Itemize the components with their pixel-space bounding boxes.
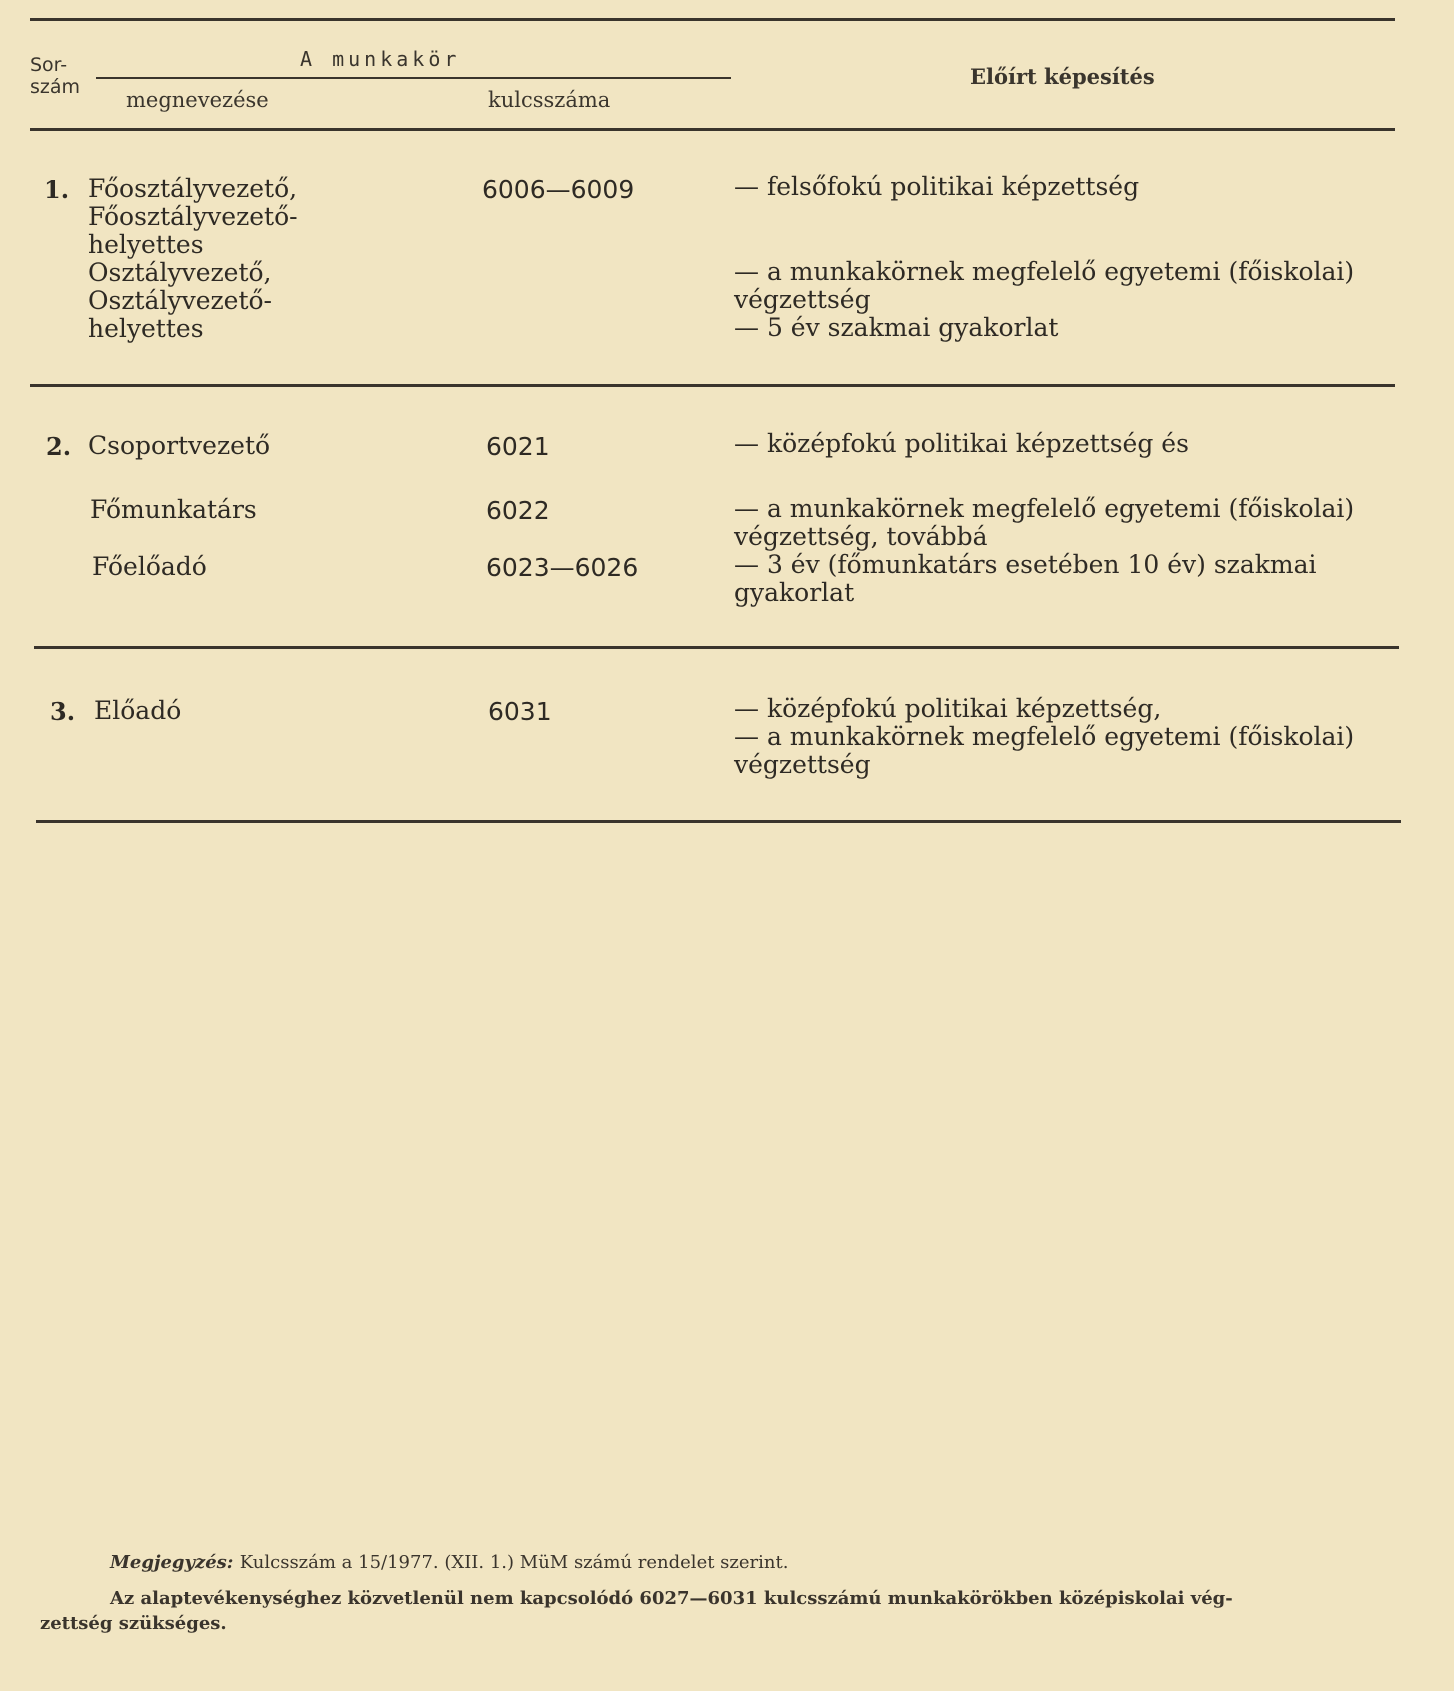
row-1-number: 1. bbox=[44, 175, 70, 204]
bottom-rule bbox=[36, 820, 1401, 823]
header-sorszam: Sor- szám bbox=[30, 54, 81, 98]
row-1-rule bbox=[30, 384, 1395, 387]
row-2-number: 2. bbox=[46, 432, 72, 461]
row-2-requirement-3: — 3 év (főmunkatárs esetében 10 év) szakmai gyakorlat bbox=[734, 550, 1317, 607]
row-2-rule bbox=[34, 646, 1399, 649]
row-1-name-3: helyettes bbox=[88, 230, 204, 259]
top-rule bbox=[30, 18, 1395, 21]
header-bottom-rule bbox=[30, 128, 1395, 131]
row-1-requirement-2: — a munkakörnek megfelelő egyetemi (főiskolai) végzettség bbox=[734, 257, 1355, 314]
row-1-requirement-1: — felsőfokú politikai képzettség bbox=[734, 172, 1140, 201]
row-1-requirement-3: — 5 év szakmai gyakorlat bbox=[734, 313, 1059, 342]
row-2-name-1: Csoportvezető bbox=[88, 431, 271, 460]
row-2-code-2: 6022 bbox=[486, 496, 550, 525]
note-label: Megjegyzés: bbox=[110, 1552, 234, 1573]
row-1-code: 6006—6009 bbox=[482, 175, 635, 204]
row-1-names bbox=[88, 175, 298, 343]
row-2-code-3: 6023—6026 bbox=[486, 553, 639, 582]
row-3-number: 3. bbox=[50, 697, 76, 726]
row-3-name-1: Előadó bbox=[94, 696, 182, 725]
note-line-2: Az alaptevékenységhez közvetlenül nem kapcsolódó 6027—6031 kulcsszámú munkakörökben középiskolai vég- bbox=[110, 1588, 1233, 1609]
header-munkakor: A munkakör bbox=[300, 47, 461, 71]
header-kulcsszama: kulcsszáma bbox=[488, 88, 611, 112]
row-1-name-5: Osztályvezető- bbox=[88, 286, 272, 315]
row-2-name-2: Főmunkatárs bbox=[90, 495, 257, 524]
row-2-name-3: Főelőadó bbox=[92, 552, 207, 581]
header-eloirt-kepesites: Előírt képesítés bbox=[970, 64, 1155, 89]
row-3-requirement-1: — középfokú politikai képzettség, bbox=[734, 694, 1162, 723]
row-1-name-6: helyettes bbox=[88, 314, 204, 343]
row-2-code-1: 6021 bbox=[486, 432, 550, 461]
row-1-name-2: Főosztályvezető- bbox=[88, 202, 298, 231]
row-3-code: 6031 bbox=[488, 697, 552, 726]
note-line-3: zettség szükséges. bbox=[40, 1613, 227, 1634]
header-subline bbox=[96, 77, 731, 79]
note-text-1: Kulcsszám a 15/1977. (XII. 1.) MüM számú rendelet szerint. bbox=[239, 1552, 789, 1573]
row-1-name-1: Főosztályvezető, bbox=[88, 174, 298, 203]
header-megnevezese: megnevezése bbox=[126, 88, 269, 112]
row-1-name-4: Osztályvezető, bbox=[88, 258, 272, 287]
note-line-1 bbox=[110, 1550, 788, 1576]
row-2-requirement-1: — középfokú politikai képzettség és bbox=[734, 429, 1189, 458]
row-3-requirement-2: — a munkakörnek megfelelő egyetemi (főiskolai) végzettség bbox=[734, 722, 1355, 779]
row-2-requirement-2: — a munkakörnek megfelelő egyetemi (főiskolai) végzettség, továbbá bbox=[734, 494, 1355, 551]
